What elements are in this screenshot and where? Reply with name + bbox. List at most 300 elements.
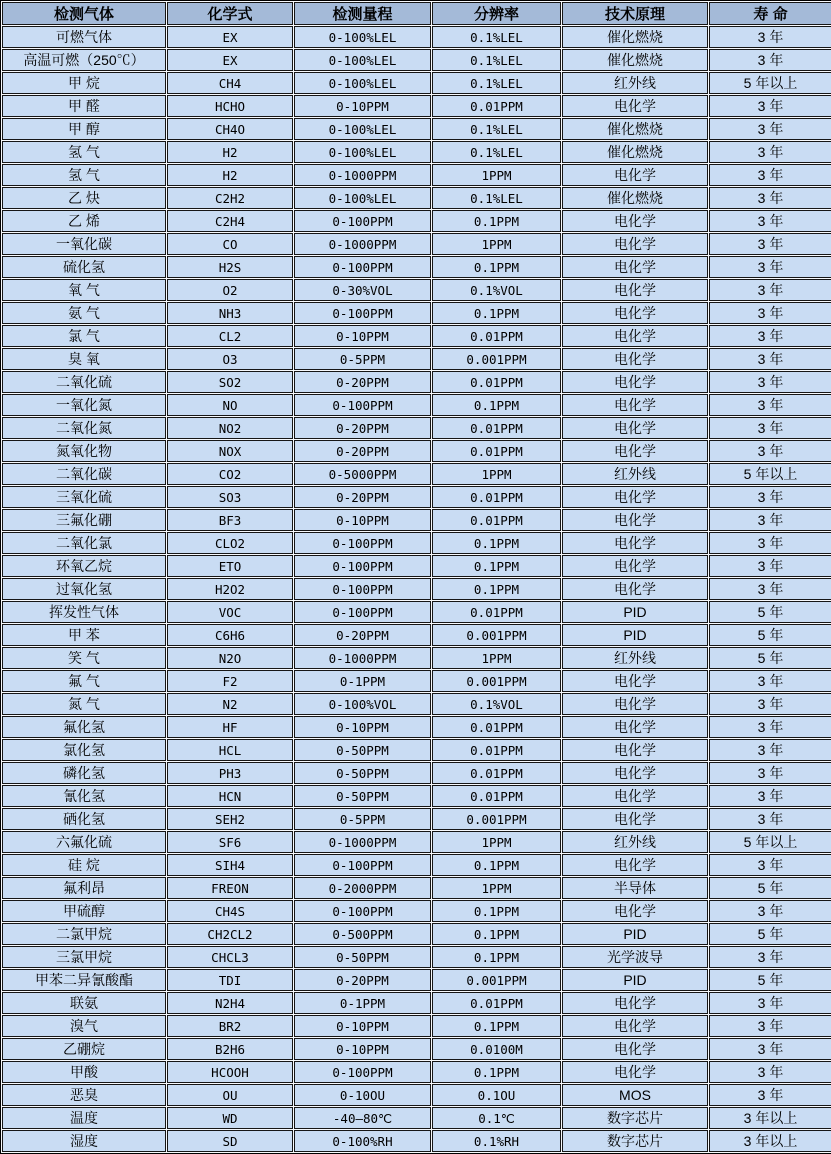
cell-resolution: 0.0100M	[432, 1038, 561, 1060]
table-row	[2, 256, 831, 278]
cell-gas-name: 一氧化碳	[2, 233, 166, 255]
cell-gas-name: 氟利昂	[2, 877, 166, 899]
cell-resolution: 0.1%LEL	[432, 187, 561, 209]
cell-chemical-formula: HF	[167, 716, 293, 738]
cell-resolution: 0.01PPM	[432, 762, 561, 784]
cell-detection-range: 0-100%LEL	[294, 118, 431, 140]
cell-technology-principle: PID	[562, 969, 708, 991]
cell-lifespan: 3 年	[709, 992, 831, 1014]
cell-technology-principle: 电化学	[562, 716, 708, 738]
cell-chemical-formula: O3	[167, 348, 293, 370]
cell-detection-range: 0-100PPM	[294, 854, 431, 876]
cell-technology-principle: 电化学	[562, 210, 708, 232]
cell-gas-name: 磷化氢	[2, 762, 166, 784]
cell-technology-principle: 电化学	[562, 486, 708, 508]
cell-technology-principle: 电化学	[562, 532, 708, 554]
cell-resolution: 0.01PPM	[432, 785, 561, 807]
cell-technology-principle: 电化学	[562, 164, 708, 186]
cell-chemical-formula: ETO	[167, 555, 293, 577]
cell-lifespan: 3 年	[709, 693, 831, 715]
cell-gas-name: 环氧乙烷	[2, 555, 166, 577]
cell-detection-range: 0-1PPM	[294, 992, 431, 1014]
cell-lifespan: 3 年	[709, 946, 831, 968]
cell-chemical-formula: HCN	[167, 785, 293, 807]
cell-resolution: 0.1%LEL	[432, 26, 561, 48]
cell-technology-principle: MOS	[562, 1084, 708, 1106]
table-row	[2, 348, 831, 370]
header-row	[2, 2, 831, 25]
cell-technology-principle: 电化学	[562, 1038, 708, 1060]
cell-gas-name: 高温可燃（250℃）	[2, 49, 166, 71]
column-header-technology-principle: 技术原理	[562, 2, 708, 25]
cell-chemical-formula: SIH4	[167, 854, 293, 876]
cell-chemical-formula: NO	[167, 394, 293, 416]
table-row	[2, 601, 831, 623]
cell-technology-principle: 催化燃烧	[562, 141, 708, 163]
cell-detection-range: 0-1000PPM	[294, 647, 431, 669]
cell-lifespan: 3 年	[709, 302, 831, 324]
cell-detection-range: 0-100PPM	[294, 555, 431, 577]
cell-detection-range: 0-500PPM	[294, 923, 431, 945]
cell-chemical-formula: H2	[167, 164, 293, 186]
cell-lifespan: 5 年	[709, 969, 831, 991]
cell-chemical-formula: NOX	[167, 440, 293, 462]
cell-lifespan: 3 年	[709, 417, 831, 439]
cell-lifespan: 3 年	[709, 371, 831, 393]
cell-detection-range: 0-100PPM	[294, 256, 431, 278]
cell-resolution: 0.1%LEL	[432, 141, 561, 163]
cell-chemical-formula: BR2	[167, 1015, 293, 1037]
cell-detection-range: 0-100PPM	[294, 578, 431, 600]
cell-lifespan: 5 年以上	[709, 463, 831, 485]
table-row	[2, 693, 831, 715]
cell-detection-range: 0-10OU	[294, 1084, 431, 1106]
cell-chemical-formula: CLO2	[167, 532, 293, 554]
cell-lifespan: 3 年	[709, 141, 831, 163]
cell-detection-range: 0-20PPM	[294, 417, 431, 439]
cell-chemical-formula: HCL	[167, 739, 293, 761]
cell-lifespan: 3 年	[709, 118, 831, 140]
cell-detection-range: 0-100PPM	[294, 601, 431, 623]
table-row	[2, 555, 831, 577]
cell-technology-principle: 电化学	[562, 578, 708, 600]
cell-technology-principle: 电化学	[562, 279, 708, 301]
cell-chemical-formula: EX	[167, 26, 293, 48]
cell-chemical-formula: NH3	[167, 302, 293, 324]
cell-detection-range: 0-10PPM	[294, 716, 431, 738]
cell-gas-name: 二氯甲烷	[2, 923, 166, 945]
cell-resolution: 0.1PPM	[432, 532, 561, 554]
cell-technology-principle: PID	[562, 601, 708, 623]
table-row	[2, 969, 831, 991]
cell-technology-principle: 电化学	[562, 900, 708, 922]
cell-resolution: 0.1PPM	[432, 394, 561, 416]
table-row	[2, 440, 831, 462]
cell-resolution: 0.1PPM	[432, 256, 561, 278]
cell-chemical-formula: N2	[167, 693, 293, 715]
cell-lifespan: 3 年	[709, 394, 831, 416]
cell-gas-name: 溴气	[2, 1015, 166, 1037]
cell-technology-principle: 红外线	[562, 463, 708, 485]
cell-technology-principle: 光学波导	[562, 946, 708, 968]
cell-detection-range: 0-100PPM	[294, 900, 431, 922]
cell-technology-principle: 电化学	[562, 302, 708, 324]
cell-detection-range: 0-2000PPM	[294, 877, 431, 899]
cell-gas-name: 一氧化氮	[2, 394, 166, 416]
cell-resolution: 0.001PPM	[432, 624, 561, 646]
cell-detection-range: 0-100PPM	[294, 532, 431, 554]
cell-gas-name: 过氧化氢	[2, 578, 166, 600]
cell-resolution: 1PPM	[432, 463, 561, 485]
cell-resolution: 0.1PPM	[432, 923, 561, 945]
cell-gas-name: 二氧化硫	[2, 371, 166, 393]
cell-detection-range: 0-100%LEL	[294, 141, 431, 163]
cell-gas-name: 氢 气	[2, 164, 166, 186]
cell-chemical-formula: F2	[167, 670, 293, 692]
column-header-gas-name: 检测气体	[2, 2, 166, 25]
cell-chemical-formula: N2O	[167, 647, 293, 669]
cell-chemical-formula: CH4S	[167, 900, 293, 922]
cell-lifespan: 3 年	[709, 785, 831, 807]
cell-gas-name: 甲酸	[2, 1061, 166, 1083]
table-row	[2, 739, 831, 761]
cell-gas-name: 三氯甲烷	[2, 946, 166, 968]
cell-chemical-formula: HCOOH	[167, 1061, 293, 1083]
cell-resolution: 0.01PPM	[432, 992, 561, 1014]
cell-technology-principle: 红外线	[562, 72, 708, 94]
cell-resolution: 1PPM	[432, 831, 561, 853]
cell-lifespan: 3 年	[709, 95, 831, 117]
cell-gas-name: 硫化氢	[2, 256, 166, 278]
cell-detection-range: 0-1000PPM	[294, 831, 431, 853]
cell-gas-name: 笑 气	[2, 647, 166, 669]
cell-gas-name: 二氧化碳	[2, 463, 166, 485]
cell-resolution: 0.1PPM	[432, 1015, 561, 1037]
cell-resolution: 1PPM	[432, 647, 561, 669]
cell-gas-name: 甲 烷	[2, 72, 166, 94]
cell-detection-range: 0-20PPM	[294, 440, 431, 462]
table-row	[2, 394, 831, 416]
cell-lifespan: 5 年	[709, 877, 831, 899]
cell-gas-name: 甲硫醇	[2, 900, 166, 922]
table-row	[2, 72, 831, 94]
cell-gas-name: 甲苯二异氰酸酯	[2, 969, 166, 991]
cell-lifespan: 3 年	[709, 210, 831, 232]
table-row	[2, 532, 831, 554]
cell-chemical-formula: OU	[167, 1084, 293, 1106]
cell-technology-principle: 电化学	[562, 417, 708, 439]
cell-technology-principle: 数字芯片	[562, 1130, 708, 1152]
cell-gas-name: 氮 气	[2, 693, 166, 715]
table-row	[2, 1107, 831, 1129]
table-row	[2, 1084, 831, 1106]
cell-technology-principle: 催化燃烧	[562, 49, 708, 71]
cell-technology-principle: 数字芯片	[562, 1107, 708, 1129]
cell-resolution: 1PPM	[432, 233, 561, 255]
cell-detection-range: 0-50PPM	[294, 946, 431, 968]
cell-chemical-formula: O2	[167, 279, 293, 301]
cell-gas-name: 硒化氢	[2, 808, 166, 830]
cell-detection-range: 0-20PPM	[294, 486, 431, 508]
cell-gas-name: 氮氧化物	[2, 440, 166, 462]
cell-gas-name: 三氧化硫	[2, 486, 166, 508]
cell-resolution: 0.01PPM	[432, 739, 561, 761]
cell-technology-principle: 电化学	[562, 693, 708, 715]
table-row	[2, 95, 831, 117]
table-row	[2, 509, 831, 531]
cell-resolution: 0.1%VOL	[432, 279, 561, 301]
cell-gas-name: 氨 气	[2, 302, 166, 324]
table-row	[2, 992, 831, 1014]
table-row	[2, 762, 831, 784]
table-row	[2, 118, 831, 140]
cell-resolution: 0.1OU	[432, 1084, 561, 1106]
cell-technology-principle: 电化学	[562, 670, 708, 692]
cell-lifespan: 3 年	[709, 509, 831, 531]
cell-technology-principle: 电化学	[562, 762, 708, 784]
cell-lifespan: 3 年	[709, 279, 831, 301]
cell-gas-name: 三氟化硼	[2, 509, 166, 531]
table-row	[2, 578, 831, 600]
cell-resolution: 0.01PPM	[432, 509, 561, 531]
cell-lifespan: 5 年	[709, 647, 831, 669]
cell-technology-principle: 电化学	[562, 808, 708, 830]
cell-chemical-formula: CH4O	[167, 118, 293, 140]
cell-technology-principle: 半导体	[562, 877, 708, 899]
cell-chemical-formula: SEH2	[167, 808, 293, 830]
cell-chemical-formula: FREON	[167, 877, 293, 899]
cell-chemical-formula: CO	[167, 233, 293, 255]
cell-chemical-formula: VOC	[167, 601, 293, 623]
column-header-detection-range: 检测量程	[294, 2, 431, 25]
cell-resolution: 0.1PPM	[432, 578, 561, 600]
table-row	[2, 1038, 831, 1060]
cell-lifespan: 3 年	[709, 739, 831, 761]
cell-resolution: 0.1%VOL	[432, 693, 561, 715]
cell-technology-principle: 催化燃烧	[562, 187, 708, 209]
cell-detection-range: 0-10PPM	[294, 325, 431, 347]
cell-chemical-formula: C2H2	[167, 187, 293, 209]
cell-gas-name: 乙硼烷	[2, 1038, 166, 1060]
cell-resolution: 0.01PPM	[432, 486, 561, 508]
cell-detection-range: 0-10PPM	[294, 1015, 431, 1037]
cell-chemical-formula: TDI	[167, 969, 293, 991]
cell-technology-principle: 电化学	[562, 854, 708, 876]
cell-gas-name: 乙 烯	[2, 210, 166, 232]
cell-resolution: 1PPM	[432, 877, 561, 899]
cell-resolution: 0.01PPM	[432, 716, 561, 738]
cell-chemical-formula: B2H6	[167, 1038, 293, 1060]
cell-lifespan: 3 年以上	[709, 1107, 831, 1129]
cell-chemical-formula: CH4	[167, 72, 293, 94]
cell-technology-principle: 电化学	[562, 992, 708, 1014]
table-row	[2, 670, 831, 692]
cell-detection-range: 0-5PPM	[294, 348, 431, 370]
cell-lifespan: 3 年	[709, 854, 831, 876]
cell-lifespan: 3 年	[709, 578, 831, 600]
cell-resolution: 0.01PPM	[432, 95, 561, 117]
cell-technology-principle: 电化学	[562, 371, 708, 393]
cell-gas-name: 挥发性气体	[2, 601, 166, 623]
cell-resolution: 0.1PPM	[432, 854, 561, 876]
cell-chemical-formula: BF3	[167, 509, 293, 531]
table-row	[2, 49, 831, 71]
table-row	[2, 647, 831, 669]
cell-resolution: 0.01PPM	[432, 440, 561, 462]
cell-resolution: 0.1%LEL	[432, 72, 561, 94]
cell-lifespan: 3 年	[709, 256, 831, 278]
cell-technology-principle: 电化学	[562, 233, 708, 255]
table-row	[2, 141, 831, 163]
cell-lifespan: 3 年	[709, 164, 831, 186]
table-row	[2, 279, 831, 301]
cell-lifespan: 3 年	[709, 716, 831, 738]
cell-gas-name: 甲 苯	[2, 624, 166, 646]
cell-resolution: 0.1%RH	[432, 1130, 561, 1152]
table-row	[2, 463, 831, 485]
cell-technology-principle: 催化燃烧	[562, 118, 708, 140]
cell-technology-principle: 电化学	[562, 739, 708, 761]
cell-gas-name: 二氧化氮	[2, 417, 166, 439]
table-row	[2, 877, 831, 899]
cell-gas-name: 甲 醛	[2, 95, 166, 117]
cell-lifespan: 5 年	[709, 624, 831, 646]
cell-lifespan: 3 年	[709, 670, 831, 692]
cell-detection-range: 0-10PPM	[294, 1038, 431, 1060]
cell-detection-range: 0-50PPM	[294, 785, 431, 807]
cell-gas-name: 臭 氧	[2, 348, 166, 370]
cell-gas-name: 硅 烷	[2, 854, 166, 876]
table-row	[2, 371, 831, 393]
table-row	[2, 923, 831, 945]
cell-chemical-formula: C6H6	[167, 624, 293, 646]
cell-resolution: 0.1%LEL	[432, 49, 561, 71]
cell-detection-range: 0-100PPM	[294, 394, 431, 416]
cell-gas-name: 氧 气	[2, 279, 166, 301]
cell-detection-range: 0-20PPM	[294, 624, 431, 646]
cell-lifespan: 3 年	[709, 1084, 831, 1106]
cell-gas-name: 可燃气体	[2, 26, 166, 48]
cell-technology-principle: 电化学	[562, 440, 708, 462]
cell-chemical-formula: EX	[167, 49, 293, 71]
cell-lifespan: 3 年	[709, 532, 831, 554]
cell-resolution: 0.001PPM	[432, 348, 561, 370]
cell-resolution: 0.01PPM	[432, 601, 561, 623]
cell-lifespan: 3 年	[709, 440, 831, 462]
cell-detection-range: 0-100PPM	[294, 210, 431, 232]
cell-lifespan: 3 年以上	[709, 1130, 831, 1152]
cell-gas-name: 氯化氢	[2, 739, 166, 761]
cell-lifespan: 3 年	[709, 233, 831, 255]
cell-detection-range: 0-10PPM	[294, 509, 431, 531]
cell-technology-principle: 催化燃烧	[562, 26, 708, 48]
cell-technology-principle: 电化学	[562, 555, 708, 577]
table-row	[2, 854, 831, 876]
cell-lifespan: 5 年以上	[709, 72, 831, 94]
cell-lifespan: 3 年	[709, 900, 831, 922]
cell-gas-name: 甲 醇	[2, 118, 166, 140]
cell-detection-range: 0-100%LEL	[294, 187, 431, 209]
cell-chemical-formula: N2H4	[167, 992, 293, 1014]
cell-detection-range: 0-100PPM	[294, 302, 431, 324]
cell-chemical-formula: CO2	[167, 463, 293, 485]
cell-resolution: 0.01PPM	[432, 325, 561, 347]
cell-lifespan: 3 年	[709, 1061, 831, 1083]
cell-chemical-formula: SF6	[167, 831, 293, 853]
cell-chemical-formula: H2O2	[167, 578, 293, 600]
cell-technology-principle: 电化学	[562, 394, 708, 416]
cell-lifespan: 3 年	[709, 187, 831, 209]
cell-technology-principle: 电化学	[562, 509, 708, 531]
cell-resolution: 0.1PPM	[432, 946, 561, 968]
cell-detection-range: 0-50PPM	[294, 739, 431, 761]
cell-lifespan: 3 年	[709, 762, 831, 784]
cell-chemical-formula: WD	[167, 1107, 293, 1129]
cell-lifespan: 5 年以上	[709, 831, 831, 853]
table-row	[2, 164, 831, 186]
cell-detection-range: 0-30%VOL	[294, 279, 431, 301]
cell-detection-range: 0-50PPM	[294, 762, 431, 784]
table-body	[2, 26, 831, 1152]
cell-resolution: 0.001PPM	[432, 969, 561, 991]
cell-technology-principle: 电化学	[562, 348, 708, 370]
table-row	[2, 785, 831, 807]
cell-resolution: 0.1PPM	[432, 900, 561, 922]
cell-detection-range: 0-1000PPM	[294, 233, 431, 255]
table-row	[2, 946, 831, 968]
cell-detection-range: 0-10PPM	[294, 95, 431, 117]
cell-gas-name: 氯 气	[2, 325, 166, 347]
cell-gas-name: 六氟化硫	[2, 831, 166, 853]
table-row	[2, 716, 831, 738]
cell-lifespan: 3 年	[709, 1038, 831, 1060]
cell-gas-name: 温度	[2, 1107, 166, 1129]
table-row	[2, 808, 831, 830]
table-row	[2, 417, 831, 439]
cell-chemical-formula: PH3	[167, 762, 293, 784]
cell-resolution: 0.1PPM	[432, 555, 561, 577]
cell-resolution: 0.01PPM	[432, 371, 561, 393]
cell-detection-range: -40—80℃	[294, 1107, 431, 1129]
cell-detection-range: 0-1PPM	[294, 670, 431, 692]
cell-technology-principle: PID	[562, 624, 708, 646]
cell-gas-name: 联氨	[2, 992, 166, 1014]
cell-chemical-formula: SO3	[167, 486, 293, 508]
cell-gas-name: 恶臭	[2, 1084, 166, 1106]
cell-lifespan: 3 年	[709, 486, 831, 508]
cell-chemical-formula: HCHO	[167, 95, 293, 117]
cell-gas-name: 氟 气	[2, 670, 166, 692]
cell-technology-principle: 红外线	[562, 831, 708, 853]
table-row	[2, 486, 831, 508]
cell-technology-principle: 电化学	[562, 95, 708, 117]
cell-gas-name: 氢 气	[2, 141, 166, 163]
cell-resolution: 0.001PPM	[432, 808, 561, 830]
cell-detection-range: 0-100%RH	[294, 1130, 431, 1152]
cell-lifespan: 3 年	[709, 555, 831, 577]
cell-technology-principle: 电化学	[562, 256, 708, 278]
table-row	[2, 187, 831, 209]
cell-resolution: 0.1PPM	[432, 302, 561, 324]
cell-chemical-formula: SO2	[167, 371, 293, 393]
table-row	[2, 624, 831, 646]
cell-detection-range: 0-5PPM	[294, 808, 431, 830]
cell-chemical-formula: CH2CL2	[167, 923, 293, 945]
cell-detection-range: 0-100%LEL	[294, 72, 431, 94]
table-row	[2, 210, 831, 232]
cell-chemical-formula: H2	[167, 141, 293, 163]
table-row	[2, 831, 831, 853]
